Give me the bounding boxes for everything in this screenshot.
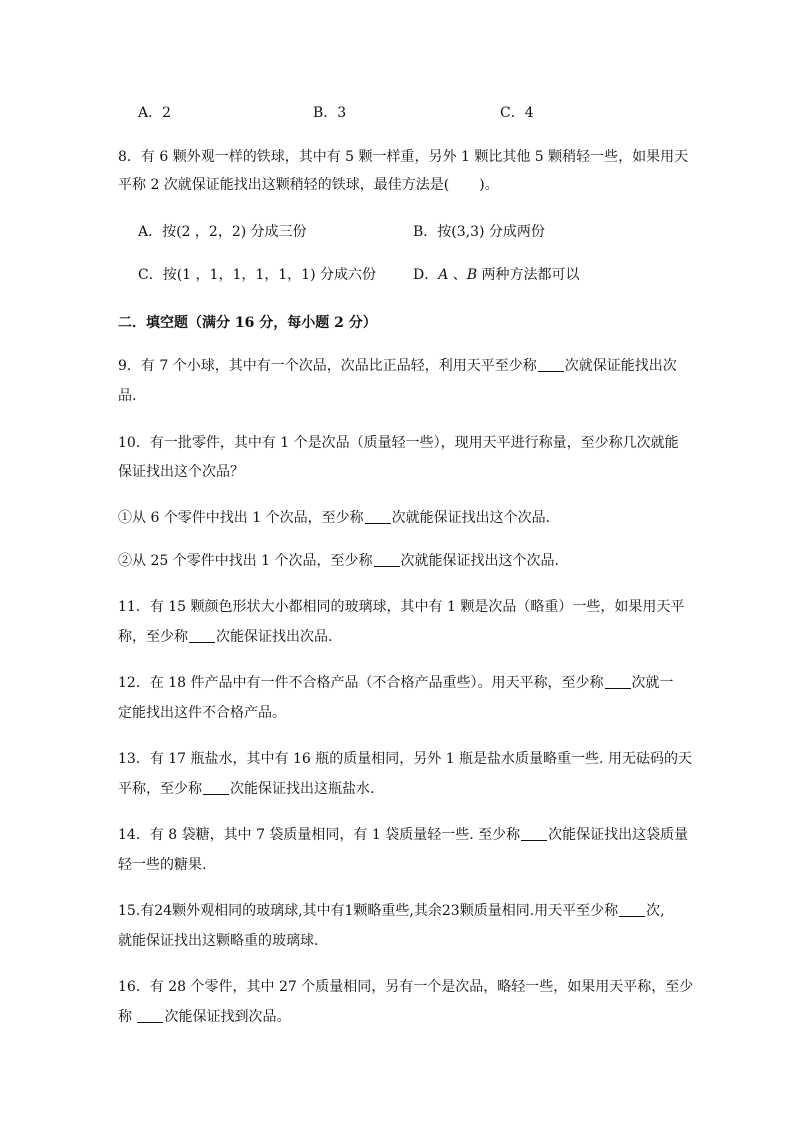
q8-option-d-b: B — [466, 267, 478, 283]
q15-line1 — [118, 901, 665, 921]
answer-blank — [189, 628, 215, 643]
answer-blank — [365, 509, 391, 524]
q15-line1-post: 次, — [646, 903, 665, 919]
q9-line1 — [118, 356, 677, 376]
section-heading — [118, 313, 377, 333]
q10-sub1-pre: ①从 6 个零件中找出 1 个次品，至少称 — [118, 510, 364, 526]
q7-option-c: C．4 — [500, 105, 534, 121]
q8-option-b: B．按(3,3) 分成两份 — [413, 224, 545, 240]
q8-option-d-text: 两种方法都可以 — [477, 267, 580, 283]
answer-blank — [374, 552, 400, 567]
q12-line1-post: 次就一 — [631, 675, 674, 691]
q16-line2-pre: 称 — [118, 1009, 137, 1025]
q15-line1-pre: 15.有24颗外观相同的玻璃球,其中有1颗略重些,其余23颗质量相同.用天平至少称 — [118, 903, 619, 919]
q16-line1: 16．有 28 个零件，其中 27 个质量相同，另有一个是次品，略轻一些，如果用天平称，至少 — [118, 979, 694, 995]
q9-text-pre: 9．有 7 个小球，其中有一个次品，次品比正品轻，利用天平至少称 — [118, 358, 537, 374]
q8-option-a: A．按(2 ，2，2) 分成三份 — [138, 224, 307, 240]
q12-line1-pre: 12．在 18 件产品中有一件不合格产品（不合格产品重些）。用天平称，至少称 — [118, 675, 604, 691]
q7-option-b: B．3 — [313, 105, 347, 121]
q8-option-c: C．按(1 ，1，1，1，1，1) 分成六份 — [138, 267, 376, 283]
q13-line1: 13．有 17 瓶盐水，其中有 16 瓶的质量相同，另外 1 瓶是盐水质量略重一些. 用无砝码的天 — [118, 751, 692, 767]
section-mid: 分，每小题 — [254, 315, 335, 331]
q11-line2-post: 次能保证找出次品. — [216, 629, 333, 645]
section-each: 2 — [334, 315, 344, 331]
q8-option-d-label: D． — [413, 267, 439, 283]
q14-line1-post: 次能保证找出这袋质量 — [548, 827, 689, 843]
q8-line1: 8．有 6 颗外观一样的铁球，其中有 5 颗一样重，另外 1 颗比其他 5 颗稍轻一些，如果用天 — [118, 149, 689, 165]
q11-line1: 11．有 15 颗颜色形状大小都相同的玻璃球，其中有 1 颗是次品（略重）一些，如果用天平 — [118, 599, 685, 615]
answer-blank — [619, 902, 645, 917]
q8-line2-pre: 平称 2 次就保证能找出这颗稍轻的铁球，最佳方法是( — [118, 177, 450, 193]
q8-option-d-a: A — [438, 267, 449, 283]
q8-line2-post: )。 — [479, 177, 499, 193]
q11-line2-pre: 称，至少称 — [118, 629, 188, 645]
q8-option-d — [413, 265, 580, 285]
section-score: 16 — [234, 315, 255, 331]
q14-line1 — [118, 825, 688, 845]
q10-line1: 10．有一批零件，其中有 1 个是次品（质量轻一些），现用天平进行称量，至少称几次就能 — [118, 435, 679, 451]
q16-line2-post: 次能保证找到次品。 — [164, 1009, 291, 1025]
q10-sub2-pre: ②从 25 个零件中找出 1 个次品，至少称 — [118, 553, 373, 569]
q14-line1-pre: 14．有 8 袋糖，其中 7 袋质量相同，有 1 袋质量轻一些. 至少称 — [118, 827, 521, 843]
q12-line1 — [118, 673, 674, 693]
answer-blank — [203, 780, 229, 795]
q12-line2: 定能找出这件不合格产品。 — [118, 705, 286, 721]
section-prefix: 二．填空题（满分 — [118, 315, 235, 331]
q10-sub1-post: 次就能保证找出这个次品. — [391, 510, 551, 526]
q15-line2: 就能保证找出这颗略重的玻璃球. — [118, 933, 319, 949]
answer-blank — [521, 826, 547, 841]
answer-blank — [605, 674, 631, 689]
answer-blank — [137, 1008, 163, 1023]
q8-option-d-sep: 、 — [448, 267, 467, 283]
q11-line2 — [118, 627, 332, 647]
section-suffix: 分） — [343, 315, 377, 331]
q16-line2 — [118, 1007, 290, 1027]
q10-sub2 — [118, 551, 559, 571]
answer-blank — [538, 357, 564, 372]
q14-line2: 轻一些的糖果. — [118, 857, 207, 873]
q10-sub1 — [118, 508, 550, 528]
q13-line2 — [118, 779, 374, 799]
q7-option-a: A．2 — [138, 105, 172, 121]
q10-sub2-post: 次就能保证找出这个次品. — [400, 553, 559, 569]
q10-line2: 保证找出这个次品？ — [118, 464, 244, 480]
q9-text-post: 次就保证能找出次 — [564, 358, 677, 374]
q8-line2 — [118, 175, 499, 195]
q13-line2-pre: 平称，至少称 — [118, 781, 202, 797]
q9-line2: 品. — [118, 388, 137, 404]
q13-line2-post: 次能保证找出这瓶盐水. — [230, 781, 375, 797]
